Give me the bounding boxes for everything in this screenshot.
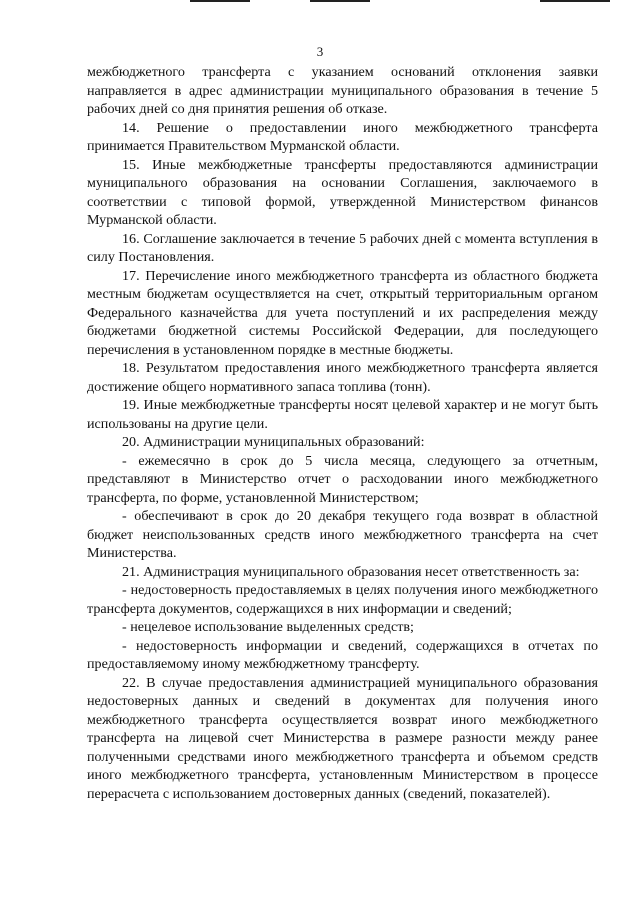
scan-edge-line xyxy=(310,0,370,2)
paragraph-continuation: межбюджетного трансферта с указанием оснований отклонения заявки направляется в адрес администрации муниципального образования в течение 5 рабочих дней со дня принятия решения об отказе. xyxy=(87,64,598,117)
clause-22: 22. В случае предоставления администрацией муниципального образования недостоверных данных и сведений в документах для получения иного межбюджетного трансферта осуществляется возврат иного межбюджетного трансферта на лицевой счет Министерства в размере разности между ранее полученными средствами иного межбюджетного трансферта и объемом средств иного межбюджетного трансферта, установленным Министерством в процессе перерасчета с использованием достоверных данных (сведений, показателей). xyxy=(87,674,598,802)
document-body xyxy=(87,63,598,803)
clause-21-item-2: - нецелевое использование выделенных средств; xyxy=(122,619,414,635)
clause-20-item-1: - ежемесячно в срок до 5 числа месяца, следующего за отчетным, представляют в Министерство отчет о расходовании иного межбюджетного трансферта, по форме, установленной Министерством; xyxy=(87,452,598,506)
clause-21-item-3: - недостоверность информации и сведений, содержащихся в отчетах по предоставляемому иному межбюджетному трансферту. xyxy=(87,637,598,672)
clause-18: 18. Результатом предоставления иного межбюджетного трансферта является достижение общего нормативного запаса топлива (тонн). xyxy=(87,360,598,395)
clause-20-item-2: - обеспечивают в срок до 20 декабря текущего года возврат в областной бюджет неиспользованных средств иного межбюджетного трансферта на счет Министерства. xyxy=(87,508,598,561)
scan-edge-line xyxy=(190,0,250,2)
page-number: 3 xyxy=(316,44,324,59)
clause-20: 20. Администрации муниципальных образований: xyxy=(122,434,425,450)
clause-16: 16. Соглашение заключается в течение 5 рабочих дней с момента вступления в силу Постановления. xyxy=(87,230,598,265)
clause-21-item-1: - недостоверность предоставляемых в целях получения иного межбюджетного трансферта документов, содержащихся в них информации и сведений; xyxy=(87,582,598,617)
clause-17: 17. Перечисление иного межбюджетного трансферта из областного бюджета местным бюджетам осуществляется на счет, открытый территориальным органом Федерального казначейства для учета поступлений и их распределения между бюджетами бюджетной системы Российской Федерации, для последующего перечисления в установленном порядке в местные бюджеты. xyxy=(87,267,598,358)
clause-14: 14. Решение о предоставлении иного межбюджетного трансферта принимается Правительством Мурманской области. xyxy=(87,119,598,154)
clause-21: 21. Администрация муниципального образования несет ответственность за: xyxy=(122,563,580,580)
clause-19: 19. Иные межбюджетные трансферты носят целевой характер и не могут быть использованы на другие цели. xyxy=(87,397,598,432)
clause-15: 15. Иные межбюджетные трансферты предоставляются администрации муниципального образования на основании Соглашения, заключаемого в соответствии с типовой формой, утвержденной Министерством финансов Мурманской области. xyxy=(87,156,598,228)
scan-edge-line xyxy=(540,0,610,2)
